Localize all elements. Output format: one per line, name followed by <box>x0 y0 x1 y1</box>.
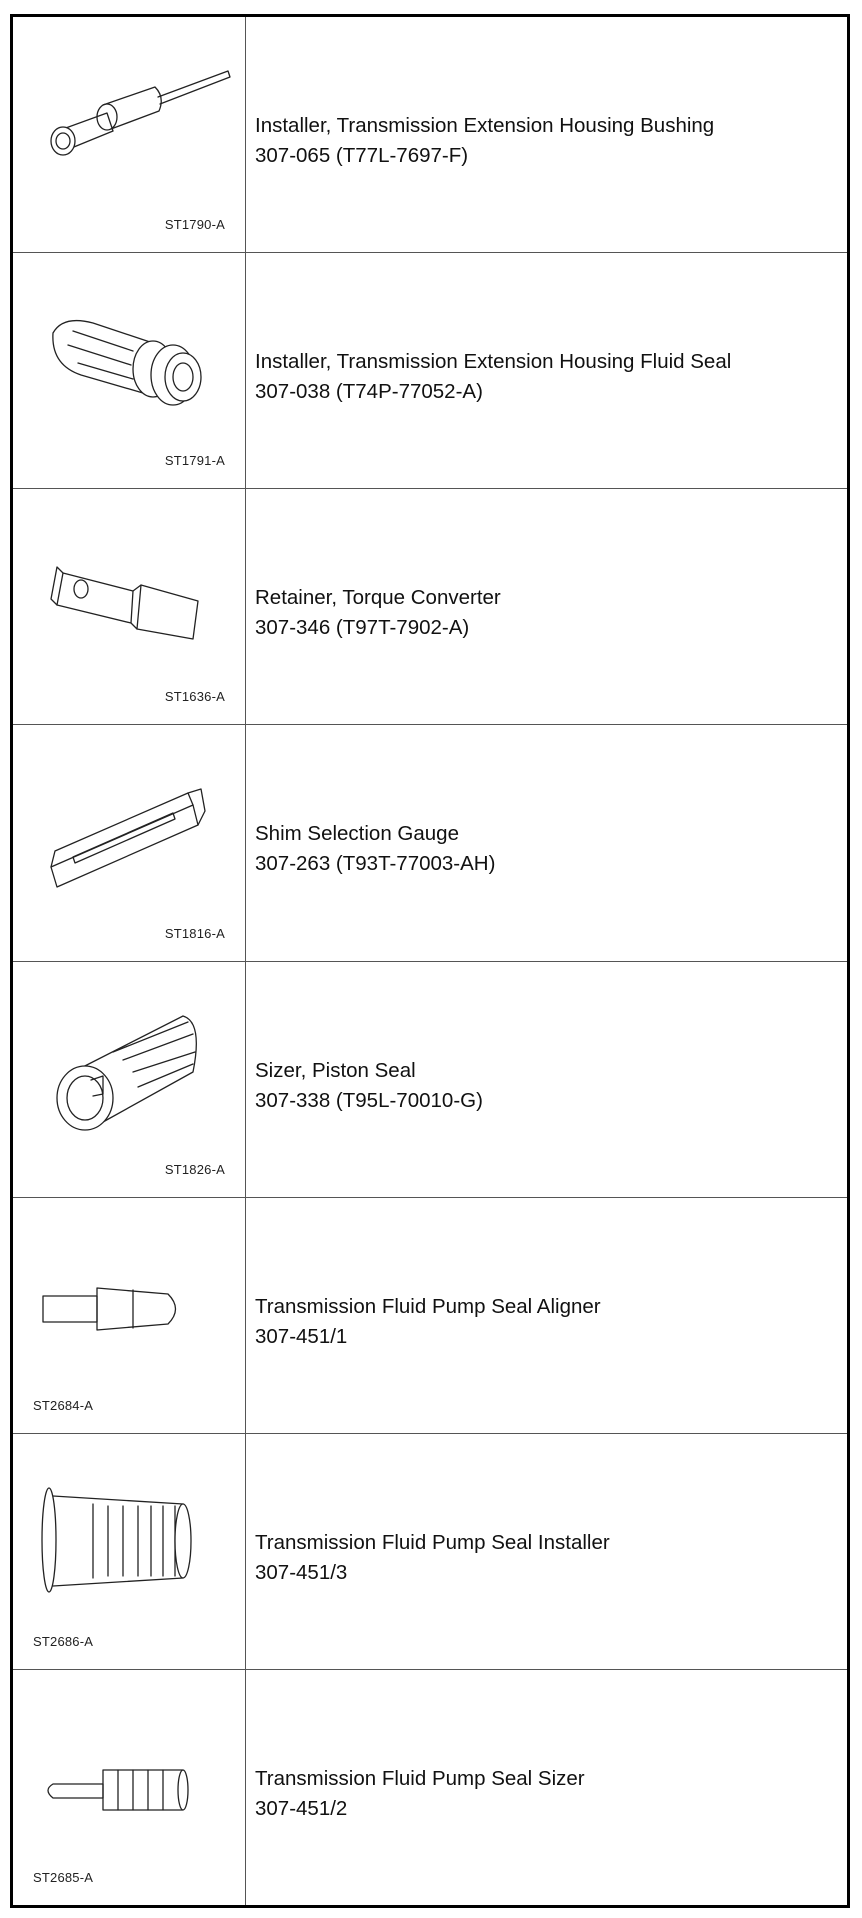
tool-code: ST1790-A <box>164 217 225 233</box>
tool-illustration-cell <box>13 489 246 724</box>
piston-seal-sizer-icon <box>33 1002 233 1132</box>
tool-illustration-cell <box>13 725 246 960</box>
tool-name: Shim Selection Gauge <box>255 822 459 846</box>
extension-housing-fluid-seal-installer-icon <box>33 293 233 423</box>
tool-name: Transmission Fluid Pump Seal Aligner <box>255 1294 601 1318</box>
pump-seal-sizer-icon <box>33 1710 233 1840</box>
tool-row <box>13 489 847 725</box>
tool-row <box>13 253 847 489</box>
tool-illustration-cell <box>13 962 246 1197</box>
tool-description <box>246 962 847 1197</box>
tool-number: 307-065 (T77L-7697-F) <box>255 144 469 167</box>
tool-code: ST2684-A <box>33 1397 94 1413</box>
tool-number: 307-346 (T97T-7902-A) <box>255 616 470 640</box>
tool-row <box>13 1198 847 1434</box>
tool-code: ST1636-A <box>164 689 225 705</box>
tool-name: Retainer, Torque Converter <box>255 586 501 610</box>
tool-code: ST2685-A <box>33 1870 94 1885</box>
tool-code: ST1826-A <box>164 1161 225 1177</box>
tool-number: 307-451/2 <box>255 1796 348 1820</box>
special-tools-table <box>10 14 850 1908</box>
tool-number: 307-338 (T95L-70010-G) <box>255 1088 483 1112</box>
tool-code: ST1816-A <box>164 925 225 941</box>
extension-housing-bushing-installer-icon <box>33 57 233 187</box>
tool-name: Transmission Fluid Pump Seal Installer <box>255 1530 610 1554</box>
tool-number: 307-451/1 <box>255 1324 348 1348</box>
pump-seal-installer-icon <box>33 1474 233 1604</box>
tool-illustration-cell <box>13 1198 246 1433</box>
tool-number: 307-038 (T74P-77052-A) <box>255 380 483 404</box>
pump-seal-aligner-icon <box>33 1238 233 1368</box>
tool-description <box>246 725 847 960</box>
tool-illustration-cell <box>13 17 246 252</box>
tool-description <box>246 17 847 252</box>
tool-illustration-cell <box>13 1670 246 1905</box>
tool-description <box>246 1670 847 1905</box>
tool-number: 307-451/3 <box>255 1560 348 1584</box>
shim-selection-gauge-icon <box>33 765 233 895</box>
tool-description <box>246 1198 847 1433</box>
tool-name: Transmission Fluid Pump Seal Sizer <box>255 1766 585 1790</box>
tool-name: Installer, Transmission Extension Housing Fluid Seal <box>255 350 732 374</box>
tool-description <box>246 489 847 724</box>
tool-code: ST1791-A <box>164 453 225 469</box>
tool-code: ST2686-A <box>33 1633 94 1649</box>
tool-illustration-cell <box>13 253 246 488</box>
tool-row <box>13 962 847 1198</box>
tool-description <box>246 1434 847 1669</box>
tool-name: Installer, Transmission Extension Housing Bushing <box>255 114 715 137</box>
tool-row <box>13 1670 847 1905</box>
tool-description <box>246 253 847 488</box>
torque-converter-retainer-icon <box>33 529 233 659</box>
tool-row <box>13 725 847 961</box>
tool-name: Sizer, Piston Seal <box>255 1058 416 1082</box>
tool-row <box>13 17 847 253</box>
tool-row <box>13 1434 847 1670</box>
tool-illustration-cell <box>13 1434 246 1669</box>
tool-number: 307-263 (T93T-77003-AH) <box>255 852 496 876</box>
